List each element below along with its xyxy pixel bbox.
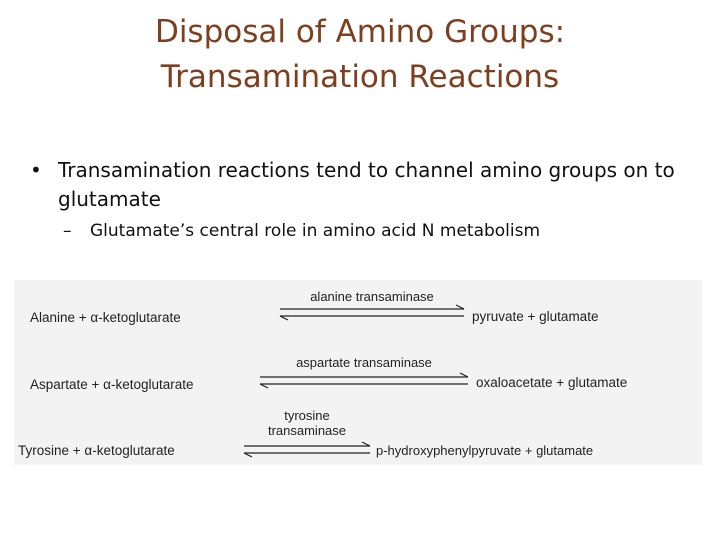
reaction-3-enzyme-line-2: transaminase <box>267 423 347 438</box>
bullet-list <box>30 156 700 244</box>
equilibrium-arrow-1 <box>280 305 464 320</box>
reaction-1-reactants: Alanine + α-ketoglutarate <box>30 310 181 325</box>
equilibrium-arrow-3 <box>244 442 370 457</box>
reaction-3-enzyme-line-1: tyrosine <box>284 408 330 423</box>
equilibrium-arrow-2 <box>260 373 468 388</box>
bullet-item <box>30 156 700 214</box>
sub-bullet-text: Glutamate’s central role in amino acid N metabolism <box>90 221 541 241</box>
reaction-1-products: pyruvate + glutamate <box>472 309 599 324</box>
slide-title-line-2: Transamination Reactions <box>160 59 560 95</box>
reaction-3-products: p-hydroxyphenylpyruvate + glutamate <box>376 443 594 458</box>
sub-bullet-item <box>30 218 700 244</box>
reaction-2-products: oxaloacetate + glutamate <box>476 375 628 390</box>
sub-bullet-marker: – <box>63 221 72 241</box>
bullet-marker: • <box>30 158 42 182</box>
reaction-3-reactants: Tyrosine + α-ketoglutarate <box>18 443 175 458</box>
bullet-text: Transamination reactions tend to channel amino groups on to glutamate <box>58 158 675 211</box>
reaction-2-reactants: Aspartate + α-ketoglutarate <box>30 377 194 392</box>
reaction-figure <box>14 280 702 465</box>
reaction-2-enzyme: aspartate transaminase <box>296 355 432 370</box>
reaction-1-enzyme: alanine transaminase <box>310 289 434 304</box>
slide-title-line-1: Disposal of Amino Groups: <box>154 14 566 50</box>
slide-title <box>0 10 720 100</box>
reaction-3-enzyme <box>244 408 370 438</box>
